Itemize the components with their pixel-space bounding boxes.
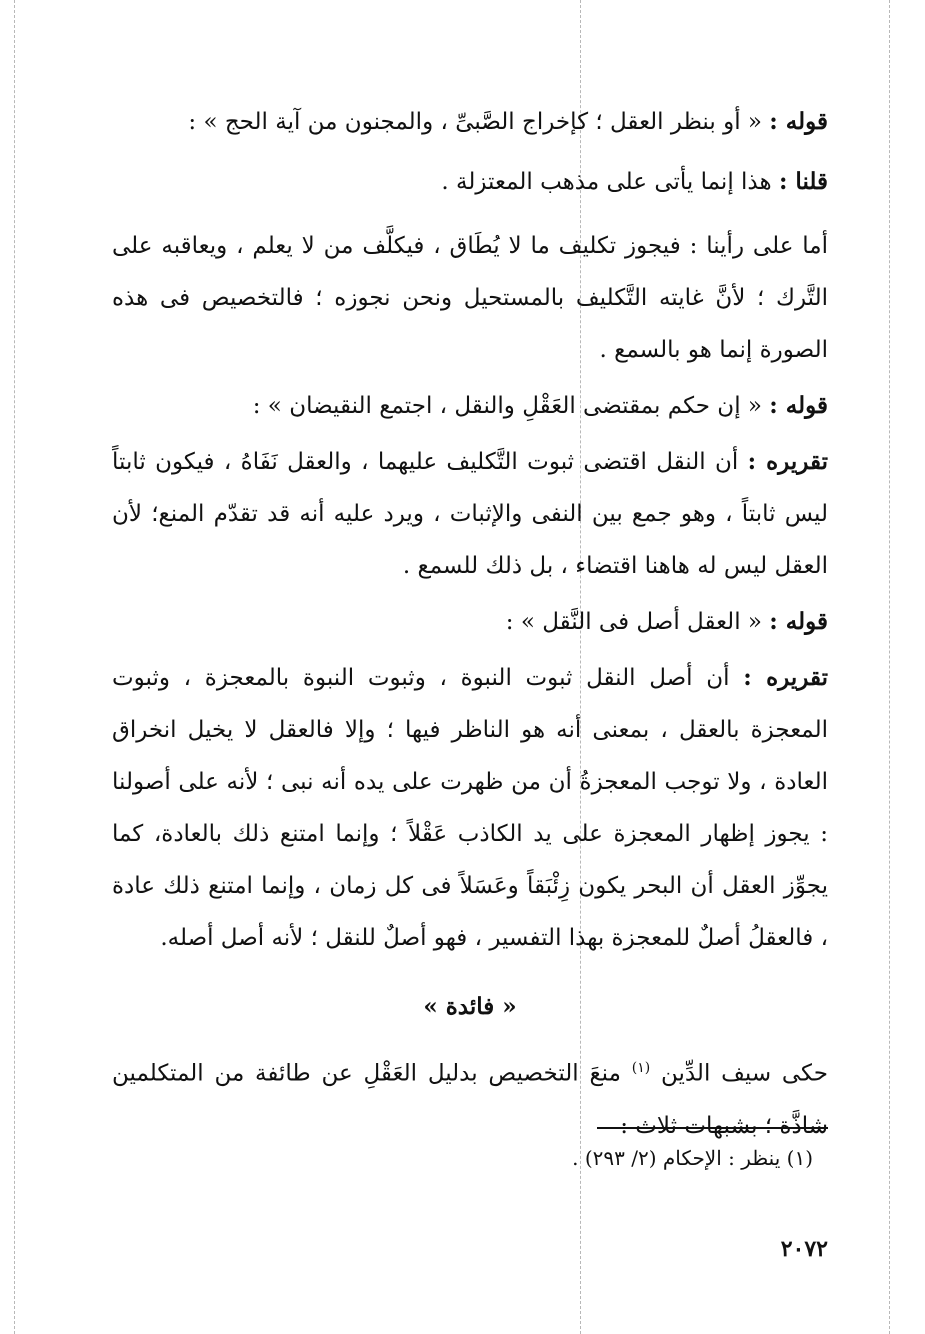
paragraph-6	[112, 592, 828, 652]
scan-guide-right	[889, 0, 890, 1334]
paragraph-lead: تقريره :	[747, 448, 828, 475]
paragraph-7	[112, 652, 828, 964]
footnote-reference: (١)	[631, 1060, 651, 1076]
paragraph-lead: قوله :	[769, 108, 828, 135]
paragraph-lead: تقريره :	[743, 664, 828, 691]
paragraph-text: « إن حكم بمقتضى العَقْلِ والنقل ، اجتمع النقيضان » :	[252, 393, 770, 419]
page-body	[112, 92, 828, 1152]
paragraph-final	[112, 1042, 828, 1152]
paragraph-1	[112, 92, 828, 152]
paragraph-lead: قلنا :	[778, 168, 828, 195]
page-number: ٢٠٧٢	[780, 1236, 828, 1262]
paragraph-text: أن أصل النقل ثبوت النبوة ، وثبوت النبوة بالمعجزة ، وثبوت المعجزة بالعقل ، بمعنى أنه هو الناظر فيها ؛ وإلا فالعقل لا يخيل انخراق العادة ، ولا توجب المعجزةُ أن من ظهرت على يده أنه نبى ؛ لأنه على أصولنا : يجوز إظهار المعجزة على يد الكاذب عَقْلاً ؛ وإنما امتنع ذلك بالعادة، كما يجوِّز العقل أن البحر يكون زِئْبَقاً وعَسَلاً فى كل زمان ، وإنما امتنع ذلك عادة ، فالعقلُ أصلٌ للمعجزة بهذا التفسير ، فهو أصلٌ للنقل ؛ لأنه أصل أصله.	[112, 665, 828, 951]
scan-guide-left	[14, 0, 15, 1334]
section-title: « فائدة »	[423, 993, 517, 1020]
paragraph-text: أما على رأينا : فيجوز تكليف ما لا يُطَاق ، فيكلَّف من لا يعلم ، ويعاقبه على التَّرك ؛ لأنَّ غايته التَّكليف بالمستحيل ونحن نجوزه ؛ فالتخصيص فى هذه الصورة إنما هو بالسمع .	[112, 233, 828, 363]
paragraph-text: هذا إنما يأتى على مذهب المعتزلة .	[441, 169, 779, 195]
paragraph-text: « أو بنظر العقل ؛ كإخراج الصَّبىِّ ، والمجنون من آية الحج » :	[188, 109, 770, 135]
paragraph-text: « العقل أصل فى النَّقل » :	[505, 609, 770, 635]
paragraph-3	[112, 220, 828, 376]
final-text-after: منعَ التخصيص بدليل العَقْلِ عن طائفة من المتكلمين شاذَّة ؛ بشبهات ثلاث :	[112, 1060, 828, 1139]
footnote-separator	[597, 1127, 828, 1129]
paragraph-4	[112, 376, 828, 436]
paragraph-text: أن النقل اقتضى ثبوت التَّكليف عليهما ، والعقل نَفَاهُ ، فيكون ثابتاً ليس ثابتاً ، وهو جمع بين النفى والإثبات ، ويرد عليه أنه قد تقدّم المنع؛ لأن العقل ليس له هاهنا اقتضاء ، بل ذلك للسمع .	[112, 449, 828, 579]
footnote: (١) ينظر : الإحكام (٢/ ٢٩٣) .	[572, 1146, 813, 1170]
paragraph-lead: قوله :	[769, 608, 828, 635]
final-text-before: حكى سيف الدِّين	[650, 1060, 828, 1087]
paragraph-2	[112, 152, 828, 212]
paragraph-lead: قوله :	[769, 392, 828, 419]
paragraph-5	[112, 436, 828, 592]
